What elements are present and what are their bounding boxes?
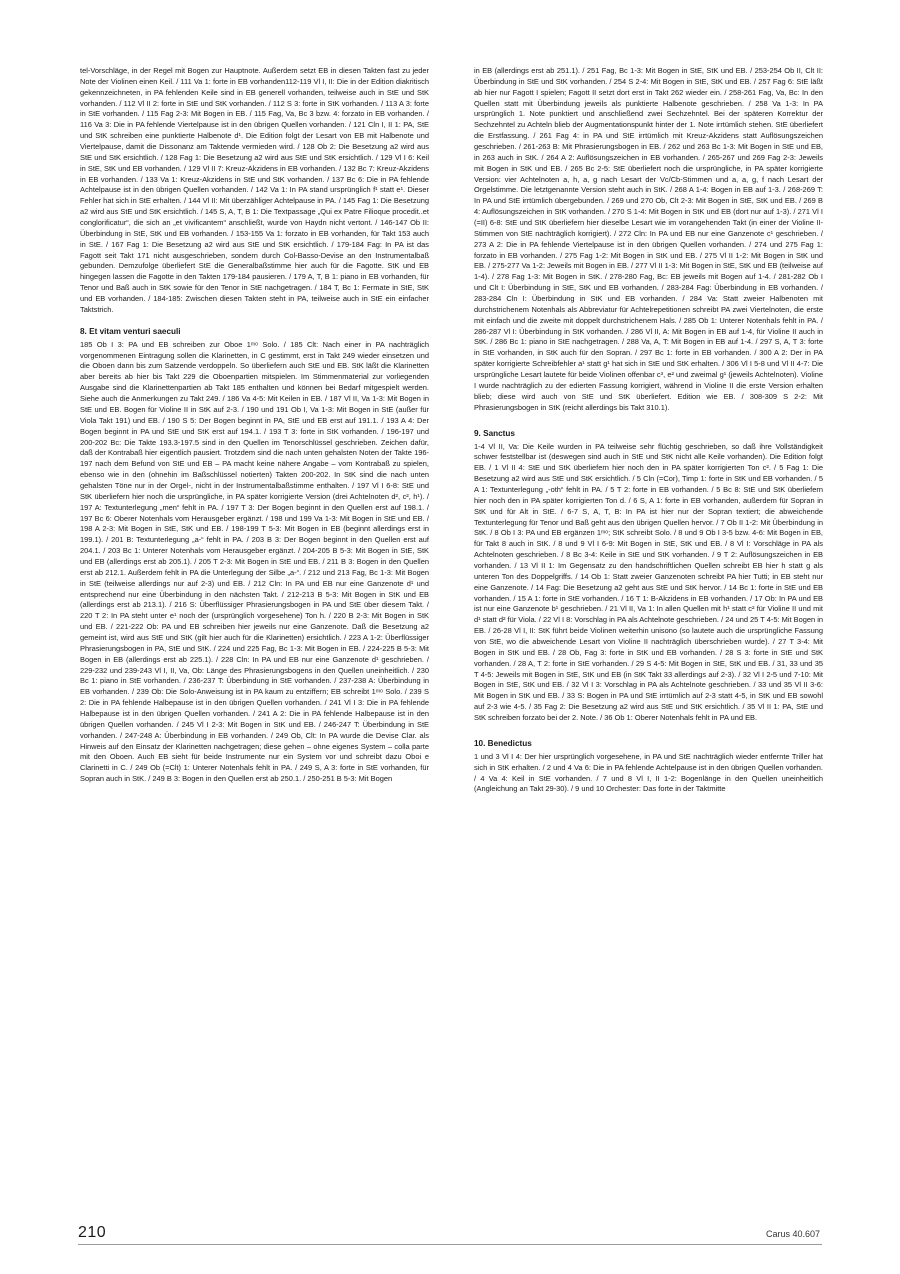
- commentary-et-vitam-text: 185 Ob I 3: PA und EB schreiben zur Oboe 1ᵐᵒ Solo. / 185 Clt: Nach einer in PA nachträglich vorgenommenen Eintragung sollen die Klarinetten, in C gestimmt, erst in Takt 249 wieder einsetzen und die Oboen dann bis zum Satzende verdoppeln. So überliefern auch StE und EB. StK läßt die Klarinetten aber bereits ab hier bis Takt 229 die Oboenpartien mitspielen. Im Stimmenmaterial zur vorliegenden Ausgabe sind die Klarinettenpartien ab Takt 185 enthalten und können bei Bedarf mitgespielt werden. Siehe auch die Anmerkungen zu Takt 249. / 186 Va 4-5: Mit Keilen in EB. / 187 Vl II, Va 1-3: Mit Bogen in StE und EB. Bogen für Violine II in StK auf 2-3. / 190 und 191 Ob I, Va 1-3: Mit Bogen in StE (außer für Viola Takt 191) und EB. / 190 S 5: Der Bogen beginnt in PA, StE und EB erst auf 191.1. / 193 A 4: Der Bogen beginnt in PA und StE und StK erst auf 194.1. / 193 T 3: forte in StK vorhanden. / 196-197 und 200-202 Bc: Die Takte 193.3-197.5 sind in den Quellen im Tenorschlüssel geschrieben. Zeichen dafür, daß der Kontrabaß hier eigentlich pausiert. Trotzdem sind die nach unten gehalsten Noten der Takte 196-197 nach dem Befund von StE und EB – PA macht keine nähere Angabe – vom Kontrabaß zu spielen, ebenso wie in den (ohnehin im Baßschlüssel notierten) Takten 200-202. In StK sind die nach unten gehalsten Töne nur in der Orgel-, nicht in der Instrumentalbaßstimme enthalten. / 197 Vl I 6-8: StE und StK überliefern hier noch die ursprüngliche, in PA später korrigierte Version (drei Achtelnoten d², c², h¹). / 197 A: Textunterlegung „men“ fehlt in PA. / 197 T 3: Der Bogen beginnt in den Quellen erst auf 198.1. / 197 Bc 6: Oberer Notenhals vom Herausgeber ergänzt. / 198 und 199 Va 1-3: Mit Bogen in StE und EB. / 198 A 2-3: Mit Bogen in StE, StK und EB. / 198-199 T 5-3: Mit Bogen in EB (beginnt allerdings erst in 199.1). / 201 B: Textunterlegung „a-“ fehlt in PA. / 203 B 3: Der Bogen beginnt in den Quellen erst auf 204.1. / 203 Bc 1: Unterer Notenhals vom Herausgeber ergänzt. / 204-205 B 5-3: Mit Bogen in StE, StK und EB (allerdings erst ab 205.1). / 205 T 2-3: Mit Bogen in StE und EB. / 211 B 3: Bogen in den Quellen erst ab 212.1. Außerdem fehlt in PA die Unterlegung der Silbe „a-“. / 212 und 213 Fag, Bc 1-3: Mit Bogen in StE (teilweise allerdings nur auf 2-3) und EB. / 212 Cln: In PA und EB nur eine Ganzenote d¹ und entsprechend nur eine Überbindung in den nächsten Takt. / 212-213 B 5-3: Mit Bogen in StK und EB (allerdings erst ab 213.1). / 216 S: Überflüssiger Phrasierungsbogen in PA und StE über diesem Takt. / 220 T 2: In PA steht unter e¹ noch der (ursprünglich vorgesehene) Ton h. / 220 B 2-3: Mit Bogen in StK und EB. / 221-222 Ob: PA und EB schreiben hier jeweils nur eine Ganzenote. Daß die Besetzung a2 gemeint ist, wird aus StE und StK (gilt hier auch für die Klarinetten) ersichtlich. / 223 A 1-2: Überflüssiger Phrasierungsbogen in PA, StE und StK. / 224 und 225 Fag, Bc 1-3: Mit Bogen in EB. / 224-225 B 5-3: Mit Bogen in EB (allerdings erst ab 225.1). / 228 Cln: In PA und EB nur eine Ganzenote d¹ geschrieben. / 229-232 und 239-243 Vl I, II, Va, Ob: Länge des Phrasierungsbogens in den Quellen uneinheitlich. / 230 Bc 1: piano in StE vorhanden. / 236-237 T: Überbindung in StE vorhanden. / 237-238 A: Überbindung in EB vorhanden. / 239 Ob: Die Solo-Anweisung ist in PA kaum zu entziffern; EB schreibt 1ᵐᵒ Solo. / 239 S 2: Die in PA fehlende Halbepause ist in den übrigen Quellen vorhanden. / 241 Vl I 3: Die in PA fehlende Halbepause ist in den übrigen Quellen vorhanden. / 241 A 2: Die in PA fehlende Halbepause ist in den übrigen Quellen vorhanden. / 245 Vl I 2-3: Mit Bogen in StK und EB. / 246-247 T: Überbindung in StE vorhanden. / 247-248 A: Überbindung in EB vorhanden. / 249 Ob, Clt: In PA wurde die Devise Clar. als Hinweis auf den Einsatz der Klarinetten nachgetragen; diese gehen – ohne eigenes System – colla parte mit den Oboen. Auch EB sieht für beide Instrumente nur ein System vor und schreibt dazu Oboi e Clarinetti in C. / 249 Ob (=Clt) 1: Unterer Notenhals fehlt in PA. / 249 S, A 3: forte in StE vorhanden, für Sopran auch in StK. / 249 B 3: Bogen in den Quellen erst ab 250.1. / 250-251 B 5-3: Mit Bogen: [80, 339, 429, 784]
- footer-rule: [78, 1244, 822, 1245]
- section-heading-benedictus: 10. Benedictus: [474, 738, 532, 748]
- left-column: [80, 66, 429, 785]
- commentary-intro-text: tel-Vorschläge, in der Regel mit Bogen zur Hauptnote. Außerdem setzt EB in diesen Takten fast zu jeder Note der Violinen einen Keil. / 111 Va 1: forte in EB vorhanden112-119 Vl I, II: Die in der Edition diakritisch gekennzeichneten, in PA fehlenden Keile sind in EB generell vorhanden, teilweise auch in StE und StK vorhanden. / 112 Vl II 2: forte in StE und StK vorhanden. / 112 S 3: forte in StK vorhanden. / 113 A 3: forte in StE vorhanden. / 115 Fag 2-3: Mit Bogen in EB. / 115 Fag, Va, Bc 3 bzw. 4: forzato in EB vorhanden. / 116 Va 3: Die in PA fehlende Viertelpause ist in den übrigen Quellen vorhanden. / 121 Cln I, II 1: PA, StE und StK schreiben eine punktierte Halbenote d¹. Die Edition folgt der Lesart von EB mit Halbenote und Viertelpause, damit die Dissonanz am Taktende vermieden wird. / 128 Ob 2: Die Besetzung a2 wird aus StE und StK ersichtlich. / 128 Fag 1: Die Besetzung a2 wird aus StE und StK ersichtlich. / 129 Vl I 6: Keil in StE, StK und EB vorhanden. / 129 Vl II 7: Kreuz-Akzidens in EB vorhanden. / 132 Bc 7: Kreuz-Akzidens in EB vorhanden. / 133 Va 1: Kreuz-Akzidens in StE und StK vorhanden. / 137 Bc 6: Die in PA fehlende Achtelpause ist in den übrigen Quellen vorhanden. / 142 Va 1: In PA stand ursprünglich f¹ statt e¹. Dieser Fehler hat sich in StE erhalten. / 144 Vl II: Mit überzähliger Achtelpause in PA. / 145 Fag 1: Die Besetzung a2 wird aus StE und StK ersichtlich. / 145 S, A, T, B 1: Die Textpassage „Qui ex Patre Filioque procedit..et conglorificatur“, die sich an „et vivificantem“ anschließt, wurde von Haydn nicht vertont. / 146-147 Ob II: Überbindung in StE, StK und EB vorhanden. / 153-155 Va 1: forzato in EB vorhanden, für Takt 153 auch in StE. / 167 Fag 1: Die Besetzung a2 wird aus StE und StK ersichtlich. / 179-184 Fag: In PA ist das Fagott seit Takt 171 nicht ausgeschrieben, sondern durch Col-Basso-Devise an den Instrumentalbaß gebunden. Demzufolge überliefert StE die Generalbaßstimme hier auch für die Fagotte. StK und EB hingegen lassen die Fagotte in den Takten 179-184 pausieren. / 179 A, T, B 1: piano in EB vorhanden, für Tenor und Baß auch in StK sowie für den Tenor in StE nachgetragen. / 184 T, Bc 1: Fermate in StE, StK und EB vorhanden. / 184-185: Zwischen diesen Takten steht in PA, teilweise auch in StE ein einfacher Taktstrich.: [80, 66, 429, 314]
- catalog-number: Carus 40.607: [765, 1229, 820, 1239]
- section-heading-sanctus: 9. Sanctus: [474, 428, 515, 438]
- commentary-continued-text: in EB (allerdings erst ab 251.1). / 251 Fag, Bc 1-3: Mit Bogen in StE, StK und EB. / 253-254 Ob II, Clt II: Überbindung in StE und StK vorhanden. / 254 S 2-4: Mit Bogen in StE, StK und EB. / 257 Fag 6: StE läßt ab hier nur Fagott I spielen; Fagott II setzt dort erst in Takt 262 wieder ein. / 258-261 Fag, Va, Bc: In den Quellen statt mit Überbindung jeweils als punktierte Halbenote geschrieben. / 258 Va 1-3: In PA ursprünglich 1. Note punktiert und anschließend zwei Sechzehntel. Bei der späteren Korrektur der Sechzehntel zu Achteln blieb der Augmentationspunkt hinter der 1. Note irrtümlich stehen. StE überliefert die Erstfassung. / 261 Fag 4: in PA und StE irrtümlich mit Kreuz-Akzidens statt Auflösungszeichen geschrieben. / 261-263 B: Mit Phrasierungsbogen in EB. / 262 und 263 Bc 1-3: Mit Bogen in StE und EB, in 263 auch in StK. / 264 A 2: Auflösungszeichen in EB vorhanden. / 265-267 und 269 Fag 2-3: Jeweils mit Bogen in StK und EB. / 265 Bc 2-5: StE überliefert noch die ursprüngliche, in PA später korrigierte Version: vier Achtelnoten a, h, a, g nach Lesart der Vc/Cb-Stimmen und a, a, g, f nach Lesart der Orgelstimme. Die letztgenannte Version steht auch in StK. / 268 A 1-4: Bogen in EB auf 1-3. / 268-269 T: In PA und StE irrtümlich übergebunden. / 269 und 270 Ob, Clt 2-3: Mit Bogen in StE, StK und EB. / 269 B 4: Auflösungszeichen in StK vorhanden. / 270 S 1-4: Mit Bogen in StK und EB (dort nur auf 1-3). / 271 Vl I (=II) 6-8: StE und StK überliefern hier dieselbe Lesart wie im vorangehenden Takt (in einer der Violine II-Stimmen von StE nachträglich korrigiert). / 272 Cln: In PA und EB nur eine Ganzenote c¹ geschrieben. / 273 A 2: Die in PA fehlende Viertelpause ist in den übrigen Quellen vorhanden. / 274 und 275 Fag 1: forzato in EB vorhanden. / 275 Fag 1-2: Mit Bogen in StK und EB. / 275 Vl II 1-2: Mit Bogen in StK und EB. / 275-277 Va 1-2: Jeweils mit Bogen in EB. / 277 Vl II 1-3: Mit Bogen in StE, StK und EB (teilweise auf 1-4). / 278 Fag 1-3: Mit Bogen in StK. / 278-280 Fag, Bc: EB jeweils mit Bogen auf 1-4. / 281-282 Ob I und Clt I: Überbindung in StE, StK und EB vorhanden. / 283-284 Fag: Überbindung in EB vorhanden. / 283-284 Cln I: Überbindung in StK und EB vorhanden. / 284 Va: Statt zweier Halbenoten mit durchstrichenem Notenhals als Abbreviatur für Achtelrepetitionen schreibt PA zwei Viertelnoten, die erste mit einfach und die zweite mit doppelt durchstrichenem Hals. / 285 Ob 1: Unterer Notenhals fehlt in PA. / 286-287 Vl I: Überbindung in StK vorhanden. / 286 Vl II, A: Mit Bogen in EB auf 1-4, für Violine II auch in StK. / 286 Bc 1: piano in StE nachgetragen. / 288 Va, A, T: Mit Bogen in EB auf 1-4. / 297 S, A, T 3: forte in StE vorhanden, in StK auch für den Sopran. / 297 Bc 1: forte in EB vorhanden. / 300 A 2: Der in PA später korrigierte Schreibfehler a¹ statt g¹ hat sich in StE und StK erhalten. / 306 Vl I 5-8 und Vl II 4-7: Die ursprüngliche Lesart lautete für beide Violinen offenbar c³, e² und zweimal g¹ (jeweils Achtelnoten). Violine I wurde nachträglich zu der edierten Fassung korrigiert, während in Violine II die erste Version erhalten blieb; diese wird auch von StE und StK überliefert. Edition wie EB. / 308-309 S 2-2: Mit Phrasierungsbogen in StK (reicht allerdings bis Takt 310.1).: [474, 66, 823, 412]
- section-heading-et-vitam: 8. Et vitam venturi saeculi: [80, 326, 181, 336]
- commentary-benedictus-text: 1 und 3 Vl I 4: Der hier ursprünglich vorgesehene, in PA und StE nachträglich wieder entfernte Triller hat sich in StK erhalten. / 2 und 4 Va 6: Die in PA fehlende Achtelpause ist in den übrigen Quellen vorhanden. / 4 Va 4: Keil in StE vorhanden. / 7 und 8 Vl I, II 1-2: Bogenlänge in den Quellen uneinheitlich (Angleichung an Takt 29-30). / 9 und 10 Orchester: Das forte in der Taktmitte: [474, 751, 823, 794]
- commentary-sanctus-text: 1-4 Vl II, Va: Die Keile wurden in PA teilweise sehr flüchtig geschrieben, so daß ihre Vollständigkeit schwer feststellbar ist (deswegen sind auch in StE und StK nicht alle Keile vorhanden). Die Edition folgt EB. / 1 Vl II 4: StE und StK überliefern hier noch den in PA später korrigierten Ton c². / 5 Fag 1: Die Besetzung a2 wird aus StE und StK ersichtlich. / 5 Cln (=Cor), Timp 1: forte in StK und EB vorhanden. / 5 A 1: Textunterlegung „-oth“ fehlt in PA. / 5 T 2: forte in EB vorhanden. / 5 Bc 8: StE und StK überliefern hier noch den in PA später korrigierten Ton d. / 6 S, A 1: forte in EB vorhanden, außerdem für Sopran in StK und für Alt in StE. / 6-7 S, A, T, B: In PA ist hier nur der Sopran textiert; die abweichende Textunterlegung für Tenor und Baß geht aus den übrigen Quellen hervor. / 7 Ob II 1-2: Mit Überbindung in StK. / 8 Ob I 3: PA und EB ergänzen 1ᵐᵒ; StK schreibt Solo. / 8 und 9 Ob I 3-5 bzw. 4-6: Mit Bogen in EB, für Takt 8 auch in StK. / 8 und 9 Vl I 6-9: Mit Bogen in StE, StK und EB. / 8 Vl I: Vorschläge in PA als Achtelnoten geschrieben. / 8 Bc 3-4: Keile in StE und StK vorhanden. / 9 T 2: Auflösungszeichen in EB vorhanden. / 13 Vl II 1: Im Gegensatz zu den handschriftlichen Quellen schreibt EB hier h statt g als unteren Ton des Doppelgriffs. / 14 Ob 1: Statt zweier Ganzenoten schreibt PA hier Tutti; in EB steht nur eine Ganzenote. / 14 Fag: Die Besetzung a2 geht aus StE und StK hervor. / 14 Bc 1: forte in StE und EB vorhanden. / 15 A 1: forte in StE vorhanden. / 16 T 1: B-Akzidens in EB vorhanden. / 17 Ob: In PA und EB ist nur eine Ganzenote b¹ geschrieben. / 21 Vl II, Va 1: In allen Quellen mit h¹ statt c² für Violine II und mit d¹ statt d² für Viola. / 22 Vl I 8: Vorschlag in PA als Achtelnote geschrieben. / 24 und 25 T 4-5: Mit Bogen in EB. / 26-28 Vl I, II: StK führt beide Violinen weiterhin unisono (so lautete auch die ursprüngliche Fassung von StE, wo die abweichende Lesart von Violine II nachträglich überschrieben wurde). / 27 T 3-4: Mit Bogen in StK und EB. / 28 Ob, Fag 3: forte in StK und EB vorhanden. / 28 S 3: forte in StE und StK vorhanden. / 28 A, T 2: forte in StE vorhanden. / 29 S 4-5: Mit Bogen in StE, StK und EB. / 31, 33 und 35 T 4-5: Jeweils mit Bogen in StE, StK und EB (in StK Takt 33 allerdings auf 2-3). / 32 Vl I 2-5 und 7-10: Mit Bogen in StE, StK und EB. / 32 Vl I 3: Vorschlag in PA als Achtelnote geschrieben. / 33 und 35 Vl II 3-6: Mit Bogen in StK und EB. / 33 S: Bogen in PA und StE irrtümlich auf 2-3 statt 4-5, in StK und EB sowohl auf 2-3 wie 4-5. / 35 Fag 2: Die Besetzung a2 wird aus StE und StK ersichtlich. / 35 Vl II 1: PA, StE und StK schreiben forzato bei der 2. Note. / 36 Ob 1: Oberer Notenhals fehlt in PA und EB.: [474, 441, 823, 722]
- right-column: [474, 66, 823, 795]
- page-number: 210: [78, 1224, 107, 1241]
